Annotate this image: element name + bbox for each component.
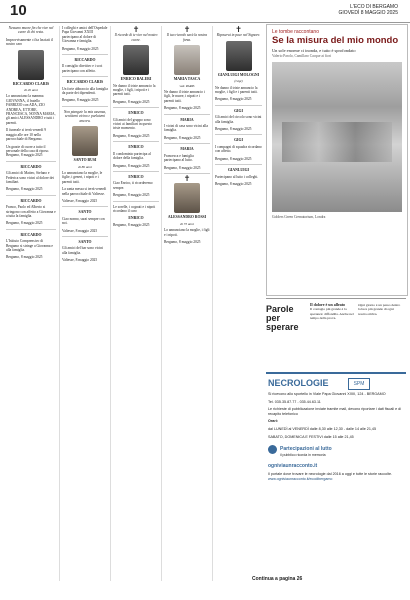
portrait-photo xyxy=(72,126,98,156)
deceased-age: di 86 anni xyxy=(78,164,92,169)
obituary-text: Ciao nonno, sarai sempre con noi. xyxy=(62,216,105,226)
divider xyxy=(215,105,262,106)
deceased-name: RICCARDO xyxy=(20,164,42,169)
obituary-text: Gli amici del bar sono vicini alla famiglia. xyxy=(62,246,104,255)
deceased-name: RICCARDO xyxy=(74,58,96,63)
deceased-nickname: (Gigi) xyxy=(234,79,243,84)
feature-photo xyxy=(272,62,402,212)
website-title: ogniviaunracconto.it xyxy=(268,463,318,470)
obituary-text: Partecipano al lutto i colleghi. xyxy=(215,174,259,179)
divider xyxy=(62,106,108,107)
obituary-text: Lo annunciano la moglie, i figli e i nipoti. xyxy=(164,228,210,237)
parole-column-2 xyxy=(358,303,402,316)
divider xyxy=(62,76,108,77)
deceased-name: MARIA TASCA xyxy=(173,77,201,82)
necrologie-address: Si ricevono allo sportello in Viale Papa Giovanni XXIII, 124 - BERGAMO xyxy=(268,392,386,396)
deceased-name: RICCARDO CLARIS xyxy=(12,81,50,86)
necrologie-details xyxy=(266,390,406,439)
deceased-name: RICCARDO CLARIS xyxy=(66,80,104,85)
portrait-photo xyxy=(226,41,252,71)
cross-icon: ✝ xyxy=(183,173,191,183)
deceased-name: SANTO xyxy=(78,239,92,244)
column-divider xyxy=(59,26,60,581)
obituary-signature: Valtesse, 8 maggio 2025 xyxy=(62,198,98,203)
obituary-signature: Bergamo, 8 maggio 2025 xyxy=(215,127,252,132)
necrologie-note: Le richieste di pubblicazione inviate tramite mail, devono riportare i dati fiscali e di recapito telefonico xyxy=(268,407,402,416)
obituary-text: Il condominio partecipa al dolore della famiglia. xyxy=(113,151,151,161)
divider xyxy=(6,195,56,196)
divider xyxy=(62,54,108,55)
obituary-signature: Bergamo, 8 maggio 2025 xyxy=(113,193,150,198)
column-divider xyxy=(212,26,213,581)
feature-kicker: Le tombe raccontano xyxy=(272,29,319,35)
portrait-photo xyxy=(123,45,149,75)
divider xyxy=(215,134,262,135)
obituary-text: Franco, Paolo ed Alberto si stringono con affetto a Giovanna e a tutta la famiglia. xyxy=(6,205,56,218)
cross-icon: ✝ xyxy=(235,26,242,34)
obituary-text: Lo annunciano la moglie, le figlie, i generi, i nipoti e i parenti tutti. xyxy=(62,170,103,184)
deceased-name: MARIA xyxy=(180,117,194,122)
partecipazioni-subtitle: il pubblico ricorda in memoria xyxy=(280,453,326,458)
deceased-age: di 73 anni xyxy=(180,221,194,226)
obituary-text: Lo annunciano la mamma GIOVANNA, il fratello FABRIZIO con ADA, ZIO ANDREA, ETTORE, FRANCESCA, NONNA MARIA, gli amici ALESSANDRO e tutti i parenti. xyxy=(6,94,56,125)
feature-author: Valerio Parolo, Camillaro Cacque ai fiori xyxy=(272,54,332,58)
obituary-signature: Bergamo, 8 maggio 2025 xyxy=(164,106,201,111)
continued-on-page: Continua a pagina 26 xyxy=(252,576,303,582)
deceased-name: ENRICO BALERI xyxy=(120,77,152,82)
feature-title: Se la misura del mio mondo xyxy=(272,35,399,46)
obituary-signature: Bergamo, 8 maggio 2025 xyxy=(164,239,201,244)
deceased-name: ENRICO xyxy=(128,111,144,116)
deceased-name: SANTO xyxy=(78,210,92,215)
obituary-signature: Bergamo, 8 maggio 2025 xyxy=(62,98,99,103)
necrologie-hours-label: Orari: xyxy=(268,419,279,424)
obituary-signature: Bergamo, 8 maggio 2025 xyxy=(6,221,43,226)
divider xyxy=(113,141,159,142)
page-number: 10 xyxy=(10,2,27,19)
divider xyxy=(6,229,56,230)
necrologie-hours-weekday: dal LUNEDÌ al VENERDÌ dalle 8,30 alle 12,30 - dalle 14 alle 21,45 xyxy=(268,426,377,431)
obituary-quote: Nessuno muore fin che vive nel cuore di chi resta. xyxy=(8,26,54,35)
obituary-signature: Bergamo, 8 maggio 2025 xyxy=(6,255,43,260)
deceased-name: SANTO BUSI xyxy=(73,158,97,163)
obituary-text: I colleghi e amici dell'Ospedale Papa Giovanni XXIII partecipano al dolore di Giovanna e famiglia. xyxy=(62,26,108,44)
divider xyxy=(6,161,56,162)
partecipazioni-title: Partecipazioni al lutto xyxy=(266,442,406,453)
deceased-name: GIANLUIGI xyxy=(227,168,250,173)
obituary-text: Un grazie di cuore a tutto il personale della casa di riposo. Bergamo, 8 maggio 2025 xyxy=(6,144,50,158)
divider xyxy=(62,206,108,207)
obituary-text: I compagni di squadra ricordano con affetto. xyxy=(215,144,262,154)
obituary-column-2 xyxy=(62,26,108,576)
obituary-text: Ne danno il triste annuncio la moglie, i figli, i nipoti e i parenti tutti. xyxy=(113,83,156,97)
deceased-name: RICCARDO xyxy=(20,198,42,203)
obituary-text: L'Istituto Comprensivo di Bergamo si stringe a Giovanna e alla famiglia. xyxy=(6,239,53,252)
parole-text: Il contagio più grande è la speranza: diffondila. Anche nel tempo della prova. xyxy=(310,307,354,320)
divider xyxy=(62,236,108,237)
obituary-text: Ne danno il triste annuncio i figli, le nuore, i nipoti e i parenti tutti. xyxy=(164,90,205,103)
obituary-text: Gli amici del gruppo sono vicini ai familiari in questo triste momento. xyxy=(113,117,152,131)
deceased-name: ALESSANDRO ROSSI xyxy=(167,215,207,220)
obituary-column-1 xyxy=(6,26,56,576)
obituary-signature: Bergamo, 8 maggio 2025 xyxy=(215,181,252,186)
obituary-signature: Bergamo, 8 maggio 2025 xyxy=(164,135,201,140)
obituary-text: Ne danno il triste annuncio la moglie, i figli e i parenti tutti. xyxy=(215,85,258,95)
obituary-text: Le sorelle, i cognati e i nipoti ricordano il caro xyxy=(113,204,156,213)
column-divider xyxy=(110,26,111,581)
obituary-signature: Bergamo, 8 maggio 2025 xyxy=(113,163,150,168)
column-divider xyxy=(161,26,162,581)
masthead xyxy=(339,4,398,16)
obituary-quote: Non piangete la mia assenza, sentitemi vicino e parlatemi ancora. xyxy=(63,109,107,123)
cross-icon: ✝ xyxy=(183,26,191,34)
parole-heading: Parole per sperare xyxy=(266,304,299,332)
obituary-text: Il consiglio direttivo e i soci partecipano con affetto. xyxy=(62,64,103,73)
deceased-name: ENRICO xyxy=(128,145,144,150)
obituary-column-5 xyxy=(215,26,262,571)
obituary-signature: Bergamo, 8 maggio 2025 xyxy=(6,187,43,192)
necrologie-hours-weekend: SABATO, DOMENICA E FESTIVI dalle 15 alle 21,45 xyxy=(268,434,354,439)
necrologie-title: NECROLOGIE xyxy=(268,378,329,388)
divider xyxy=(164,114,210,115)
divider xyxy=(164,143,210,144)
paper-name: L'ECO DI BERGAMO xyxy=(350,4,398,10)
necrologie-phone: Tel. 035.35.87.77 - 035.44.63.11 xyxy=(268,399,321,404)
obituary-intro: Improvvisamente ci ha lasciati il nostro caro xyxy=(6,37,53,47)
deceased-name: GIGI xyxy=(234,108,243,113)
obituary-quote: Riposerai in pace nel Signore. xyxy=(216,33,261,38)
page-header xyxy=(0,0,410,23)
deceased-name: ENRICO xyxy=(128,174,144,179)
parole-per-sperare-box xyxy=(266,298,406,369)
spm-logo: SPM xyxy=(348,378,370,390)
parole-title: Il dolore è un alleato xyxy=(310,302,346,307)
parole-text: Ogni giorno è un passo dentro la luce più grande di ogni nostra ombra. xyxy=(358,303,401,316)
obituary-column-4 xyxy=(164,26,210,576)
portrait-photo xyxy=(174,183,200,213)
obituary-text: Gli amici di Matteo, Stefano e Federica sono vicini al dolore dei familiari. xyxy=(6,171,55,184)
website-description: Il portale dove trovare le necrologie dal 2016 a oggi e tutte le storie raccolte. xyxy=(268,472,393,477)
obituary-column-3 xyxy=(113,26,159,576)
issue-date: GIOVEDÌ 8 MAGGIO 2025 xyxy=(338,10,398,16)
obituary-quote: Il ricordo di te vive nel nostro cuore. xyxy=(114,33,158,42)
obituary-signature: Valtesse, 8 maggio 2025 xyxy=(62,228,98,233)
deceased-name: RICCARDO xyxy=(20,232,42,237)
divider xyxy=(113,171,159,172)
necrologie-info-box xyxy=(266,372,406,579)
obituary-text: Il funerale si terrà venerdì 9 maggio alle ore 10 nella parrocchiale di Bergamo. xyxy=(6,128,47,142)
obituary-text: Un forte abbraccio alla famiglia da parte dei dipendenti. xyxy=(62,86,108,96)
obituary-text: Gli amici del circolo sono vicini alla famiglia. xyxy=(215,115,262,124)
divider xyxy=(113,201,159,202)
deceased-name: GIANLUIGI MOLOGNI xyxy=(217,72,260,77)
obituary-signature: Valtesse, 8 maggio 2025 xyxy=(62,258,98,263)
divider xyxy=(215,164,262,165)
obituary-signature: Bergamo, 8 maggio 2025 xyxy=(113,133,150,138)
deceased-name: MARIA xyxy=(180,147,194,152)
portrait-photo xyxy=(174,45,200,75)
parole-column-1 xyxy=(310,303,354,320)
deceased-age: di 26 anni xyxy=(24,88,38,93)
feature-article xyxy=(266,24,408,296)
obituary-signature: Bergamo, 8 maggio 2025 xyxy=(215,97,252,102)
obituary-text: Francesca e famiglia partecipano al lutto. xyxy=(164,153,194,163)
obituary-signature: Bergamo, 8 maggio 2025 xyxy=(113,99,150,104)
website-link[interactable]: www.ogniviaunracconto.it/ecodibergamo xyxy=(268,476,333,481)
portrait-photo xyxy=(18,50,44,80)
obituary-text: La santa messa si terrà venerdì nella parrocchiale di Valtesse. xyxy=(62,187,107,196)
deceased-maiden-name: ved. PARIS xyxy=(179,83,195,88)
cross-icon: ✝ xyxy=(132,26,140,34)
divider xyxy=(113,107,159,108)
feature-subtitle: Un sole enorme ci inonda, e tutto è sprofondato xyxy=(272,48,356,53)
obituary-signature: Bergamo, 8 maggio 2025 xyxy=(113,222,150,227)
obituary-signature: Bergamo, 8 maggio 2025 xyxy=(215,156,252,161)
obituary-signature: Bergamo, 8 maggio 2025 xyxy=(62,46,99,51)
feature-caption: Golders Green Crematorium, Londra xyxy=(272,215,326,219)
deceased-name: ENRICO xyxy=(128,216,144,221)
obituary-text: I vicini di casa sono vicini alla famiglia. xyxy=(164,124,208,133)
obituary-signature: Bergamo, 8 maggio 2025 xyxy=(164,165,201,170)
obituary-quote: Il tuo ricordo sarà la nostra forza. xyxy=(166,33,208,42)
obituary-text: Ciao Enrico, ti ricorderemo sempre. xyxy=(113,181,153,190)
deceased-name: GIGI xyxy=(234,138,243,143)
